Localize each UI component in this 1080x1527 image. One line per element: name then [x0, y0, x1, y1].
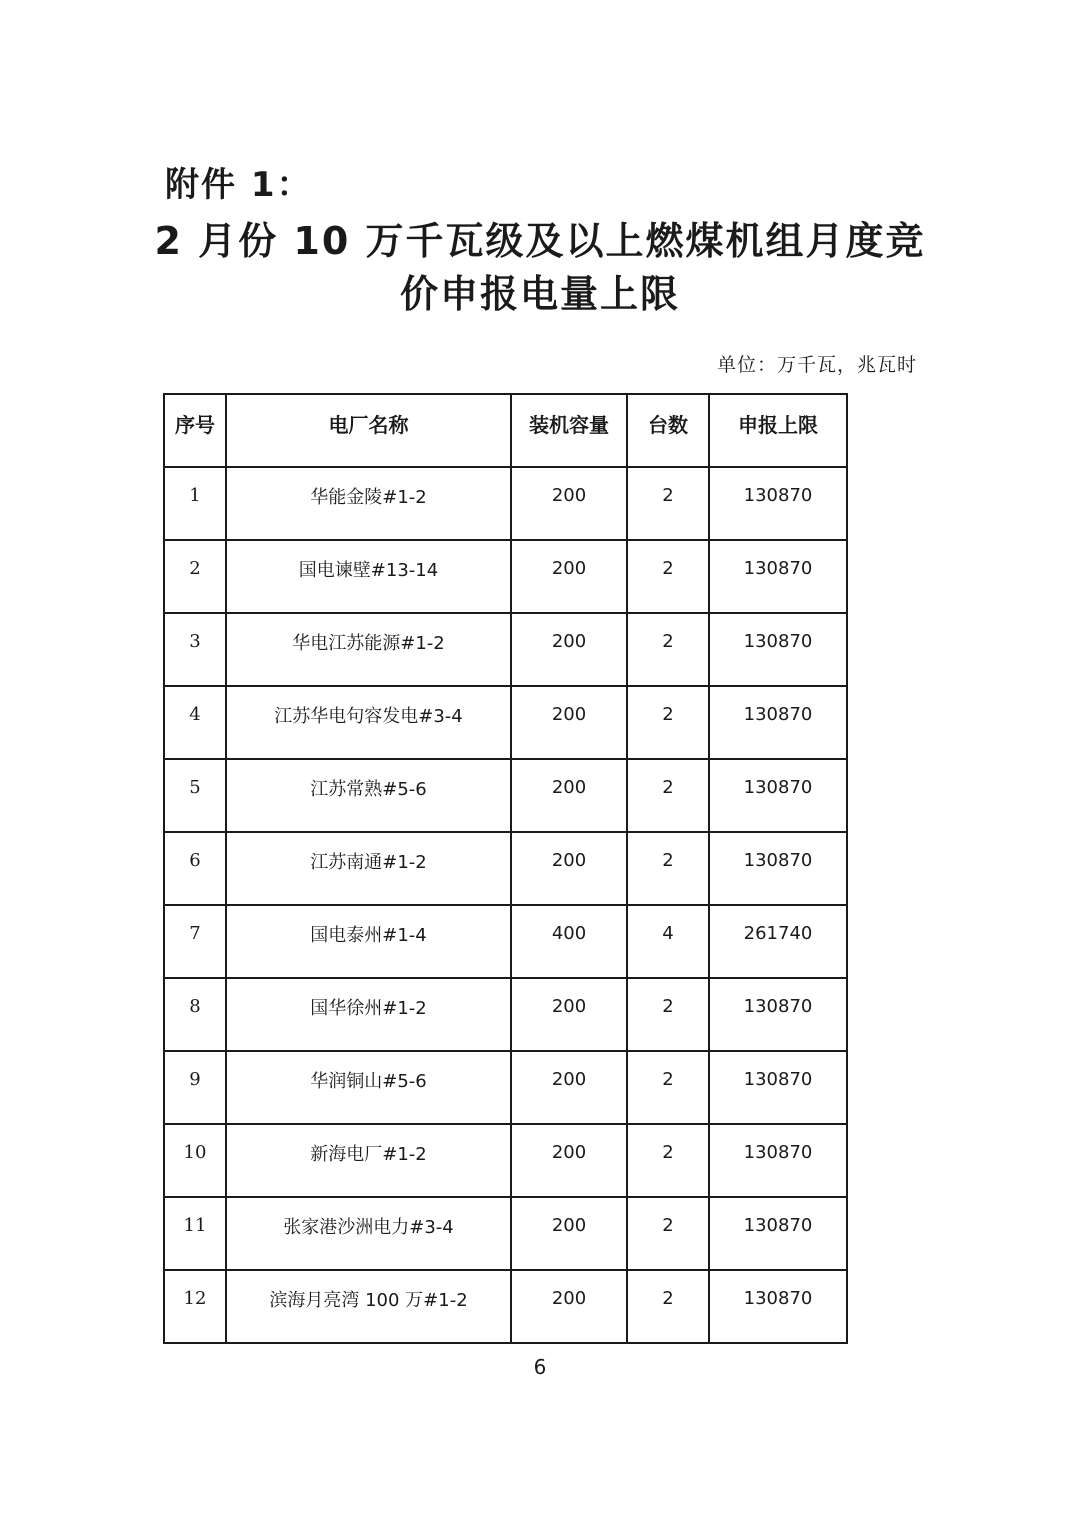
cell-plant-name: 国电谏壁#13-14: [226, 540, 511, 613]
table-row: [164, 759, 847, 832]
header-row: [164, 394, 847, 467]
cell-index: 4: [164, 686, 226, 759]
cell-index: 3: [164, 613, 226, 686]
header-index: 序号: [164, 394, 226, 467]
cell-index: 10: [164, 1124, 226, 1197]
cell-limit: 261740: [709, 905, 847, 978]
cell-capacity: 200: [511, 1270, 627, 1343]
quota-table: [163, 393, 848, 1344]
cell-index: 8: [164, 978, 226, 1051]
cell-index: 6: [164, 832, 226, 905]
cell-plant-name: 国华徐州#1-2: [226, 978, 511, 1051]
cell-index: 1: [164, 467, 226, 540]
cell-capacity: 200: [511, 759, 627, 832]
cell-index: 2: [164, 540, 226, 613]
table-row: [164, 467, 847, 540]
table-row: [164, 1051, 847, 1124]
cell-plant-name: 华润铜山#5-6: [226, 1051, 511, 1124]
cell-plant-name: 江苏常熟#5-6: [226, 759, 511, 832]
cell-limit: 130870: [709, 686, 847, 759]
table-row: [164, 978, 847, 1051]
cell-plant-name: 华电江苏能源#1-2: [226, 613, 511, 686]
cell-units: 2: [627, 1270, 709, 1343]
cell-limit: 130870: [709, 1051, 847, 1124]
cell-plant-name: 江苏华电句容发电#3-4: [226, 686, 511, 759]
header-limit: 申报上限: [709, 394, 847, 467]
cell-units: 2: [627, 1124, 709, 1197]
table-row: [164, 686, 847, 759]
cell-capacity: 200: [511, 1051, 627, 1124]
cell-limit: 130870: [709, 1270, 847, 1343]
cell-plant-name: 张家港沙洲电力#3-4: [226, 1197, 511, 1270]
table-row: [164, 613, 847, 686]
table-row: [164, 905, 847, 978]
cell-index: 7: [164, 905, 226, 978]
table-row: [164, 1124, 847, 1197]
cell-limit: 130870: [709, 832, 847, 905]
cell-capacity: 200: [511, 467, 627, 540]
cell-units: 2: [627, 759, 709, 832]
cell-limit: 130870: [709, 540, 847, 613]
cell-units: 2: [627, 1051, 709, 1124]
cell-plant-name: 滨海月亮湾 100 万#1-2: [226, 1270, 511, 1343]
cell-plant-name: 江苏南通#1-2: [226, 832, 511, 905]
table-header: [164, 394, 847, 467]
document-title-line-2: 价申报电量上限: [399, 272, 680, 316]
cell-units: 2: [627, 613, 709, 686]
header-units: 台数: [627, 394, 709, 467]
cell-units: 2: [627, 832, 709, 905]
unit-note: 单位：万千瓦，兆瓦时: [716, 354, 917, 376]
cell-units: 2: [627, 686, 709, 759]
cell-limit: 130870: [709, 1197, 847, 1270]
cell-units: 2: [627, 467, 709, 540]
cell-capacity: 200: [511, 1124, 627, 1197]
cell-plant-name: 国电泰州#1-4: [226, 905, 511, 978]
cell-limit: 130870: [709, 978, 847, 1051]
page-number: 6: [533, 1355, 547, 1379]
table-row: [164, 832, 847, 905]
cell-capacity: 200: [511, 540, 627, 613]
cell-limit: 130870: [709, 1124, 847, 1197]
cell-index: 5: [164, 759, 226, 832]
table-row: [164, 1197, 847, 1270]
table-row: [164, 1270, 847, 1343]
cell-capacity: 200: [511, 978, 627, 1051]
document-title-line-1: 2 月份 10 万千瓦级及以上燃煤机组月度竞: [154, 219, 926, 263]
cell-plant-name: 华能金陵#1-2: [226, 467, 511, 540]
cell-capacity: 400: [511, 905, 627, 978]
table-row: [164, 540, 847, 613]
cell-plant-name: 新海电厂#1-2: [226, 1124, 511, 1197]
cell-index: 12: [164, 1270, 226, 1343]
cell-units: 2: [627, 978, 709, 1051]
cell-limit: 130870: [709, 613, 847, 686]
cell-limit: 130870: [709, 759, 847, 832]
cell-index: 9: [164, 1051, 226, 1124]
attachment-label: 附件 1：: [165, 165, 313, 205]
header-capacity: 装机容量: [511, 394, 627, 467]
cell-limit: 130870: [709, 467, 847, 540]
cell-capacity: 200: [511, 613, 627, 686]
header-plant-name: 电厂名称: [226, 394, 511, 467]
cell-index: 11: [164, 1197, 226, 1270]
cell-capacity: 200: [511, 1197, 627, 1270]
cell-units: 2: [627, 1197, 709, 1270]
cell-capacity: 200: [511, 686, 627, 759]
cell-units: 4: [627, 905, 709, 978]
cell-capacity: 200: [511, 832, 627, 905]
cell-units: 2: [627, 540, 709, 613]
table-body: [164, 467, 847, 1343]
